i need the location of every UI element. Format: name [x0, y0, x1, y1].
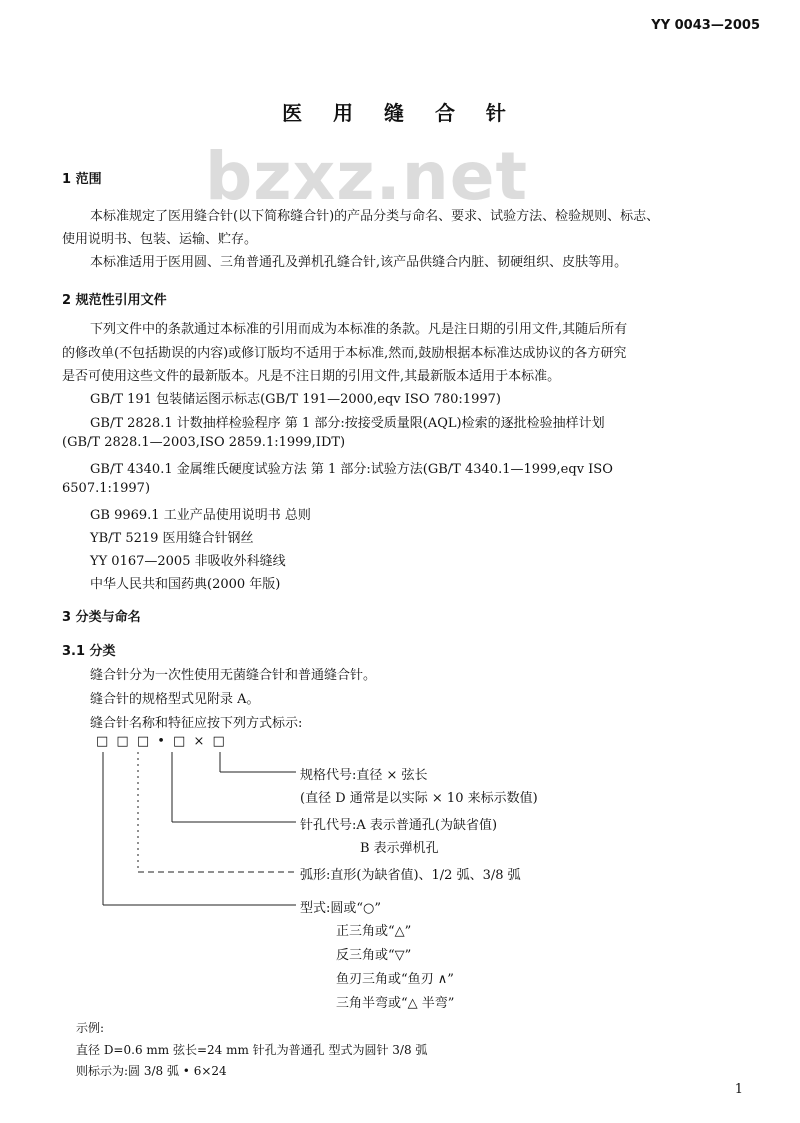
- example-line-1: 直径 D=0.6 mm 弦长=24 mm 针孔为普通孔 型式为圆针 3/8 弧: [76, 1043, 428, 1057]
- hole-code-label: 针孔代号:A 表示普通孔(为缺省值): [300, 818, 498, 833]
- hole-code-b-label: B 表示弹机孔: [360, 841, 439, 856]
- reference-item: 6507.1:1997): [62, 481, 151, 496]
- section-1-paragraph-1-line-2: 使用说明书、包装、运输、贮存。: [62, 232, 258, 247]
- arc-label: 弧形:直形(为缺省值)、1/2 弧、3/8 弧: [300, 868, 521, 883]
- watermark: bzxz.net: [205, 138, 529, 215]
- standard-number: YY 0043—2005: [651, 18, 760, 33]
- reference-item: GB/T 4340.1 金属维氏硬度试验方法 第 1 部分:试验方法(GB/T 4340.1—1999,eqv ISO: [90, 462, 613, 477]
- reference-item: GB/T 191 包装储运图示标志(GB/T 191—2000,eqv ISO 780:1997): [90, 392, 501, 407]
- classification-line: 缝合针分为一次性使用无菌缝合针和普通缝合针。: [90, 668, 377, 683]
- section-2-paragraph-line-3: 是否可使用这些文件的最新版本。凡是不注日期的引用文件,其最新版本适用于本标准。: [62, 369, 561, 384]
- reference-item: GB 9969.1 工业产品使用说明书 总则: [90, 508, 311, 523]
- reference-item: 中华人民共和国药典(2000 年版): [90, 577, 281, 592]
- page-number: 1: [734, 1082, 743, 1097]
- section-2-paragraph-line-2: 的修改单(不包括勘误的内容)或修订版均不适用于本标准,然而,鼓励根据本标准达成协议的各方研究: [62, 346, 627, 361]
- spec-code-note: (直径 D 通常是以实际 × 10 来标示数值): [300, 791, 538, 806]
- section-1-paragraph-1-line-1: 本标准规定了医用缝合针(以下简称缝合针)的产品分类与命名、要求、试验方法、检验规则、标志、: [90, 209, 660, 224]
- reference-item: YB/T 5219 医用缝合针钢丝: [90, 531, 254, 546]
- shape-option: 鱼刃三角或“鱼刃 ∧”: [336, 972, 454, 987]
- section-1-paragraph-2: 本标准适用于医用圆、三角普通孔及弹机孔缝合针,该产品供缝合内脏、韧硬组织、皮肤等用。: [90, 255, 628, 270]
- shape-option: 三角半弯或“△ 半弯”: [336, 996, 455, 1011]
- section-2-paragraph-line-1: 下列文件中的条款通过本标准的引用而成为本标准的条款。凡是注日期的引用文件,其随后所有: [90, 322, 628, 337]
- section-1-heading: 1 范围: [62, 172, 102, 187]
- shape-option: 反三角或“▽”: [336, 948, 412, 963]
- classification-line: 缝合针的规格型式见附录 A。: [90, 692, 260, 707]
- reference-item: (GB/T 2828.1—2003,ISO 2859.1:1999,IDT): [62, 435, 346, 450]
- example-line-2: 则标示为:圆 3/8 弧 • 6×24: [76, 1064, 227, 1078]
- naming-notation: □ □ □ • □ × □: [96, 734, 227, 749]
- spec-code-label: 规格代号:直径 × 弦长: [300, 768, 428, 783]
- reference-item: GB/T 2828.1 计数抽样检验程序 第 1 部分:按接受质量限(AQL)检索的逐批检验抽样计划: [90, 416, 605, 431]
- section-3-1-heading: 3.1 分类: [62, 644, 116, 659]
- shape-label: 型式:圆或“○”: [300, 901, 382, 916]
- section-3-heading: 3 分类与命名: [62, 610, 141, 625]
- example-label: 示例:: [76, 1021, 105, 1035]
- page-title: 医 用 缝 合 针: [282, 101, 518, 125]
- section-2-heading: 2 规范性引用文件: [62, 293, 167, 308]
- reference-item: YY 0167—2005 非吸收外科缝线: [90, 554, 286, 569]
- classification-line: 缝合针名称和特征应按下列方式标示:: [90, 716, 303, 731]
- shape-option: 正三角或“△”: [336, 924, 412, 939]
